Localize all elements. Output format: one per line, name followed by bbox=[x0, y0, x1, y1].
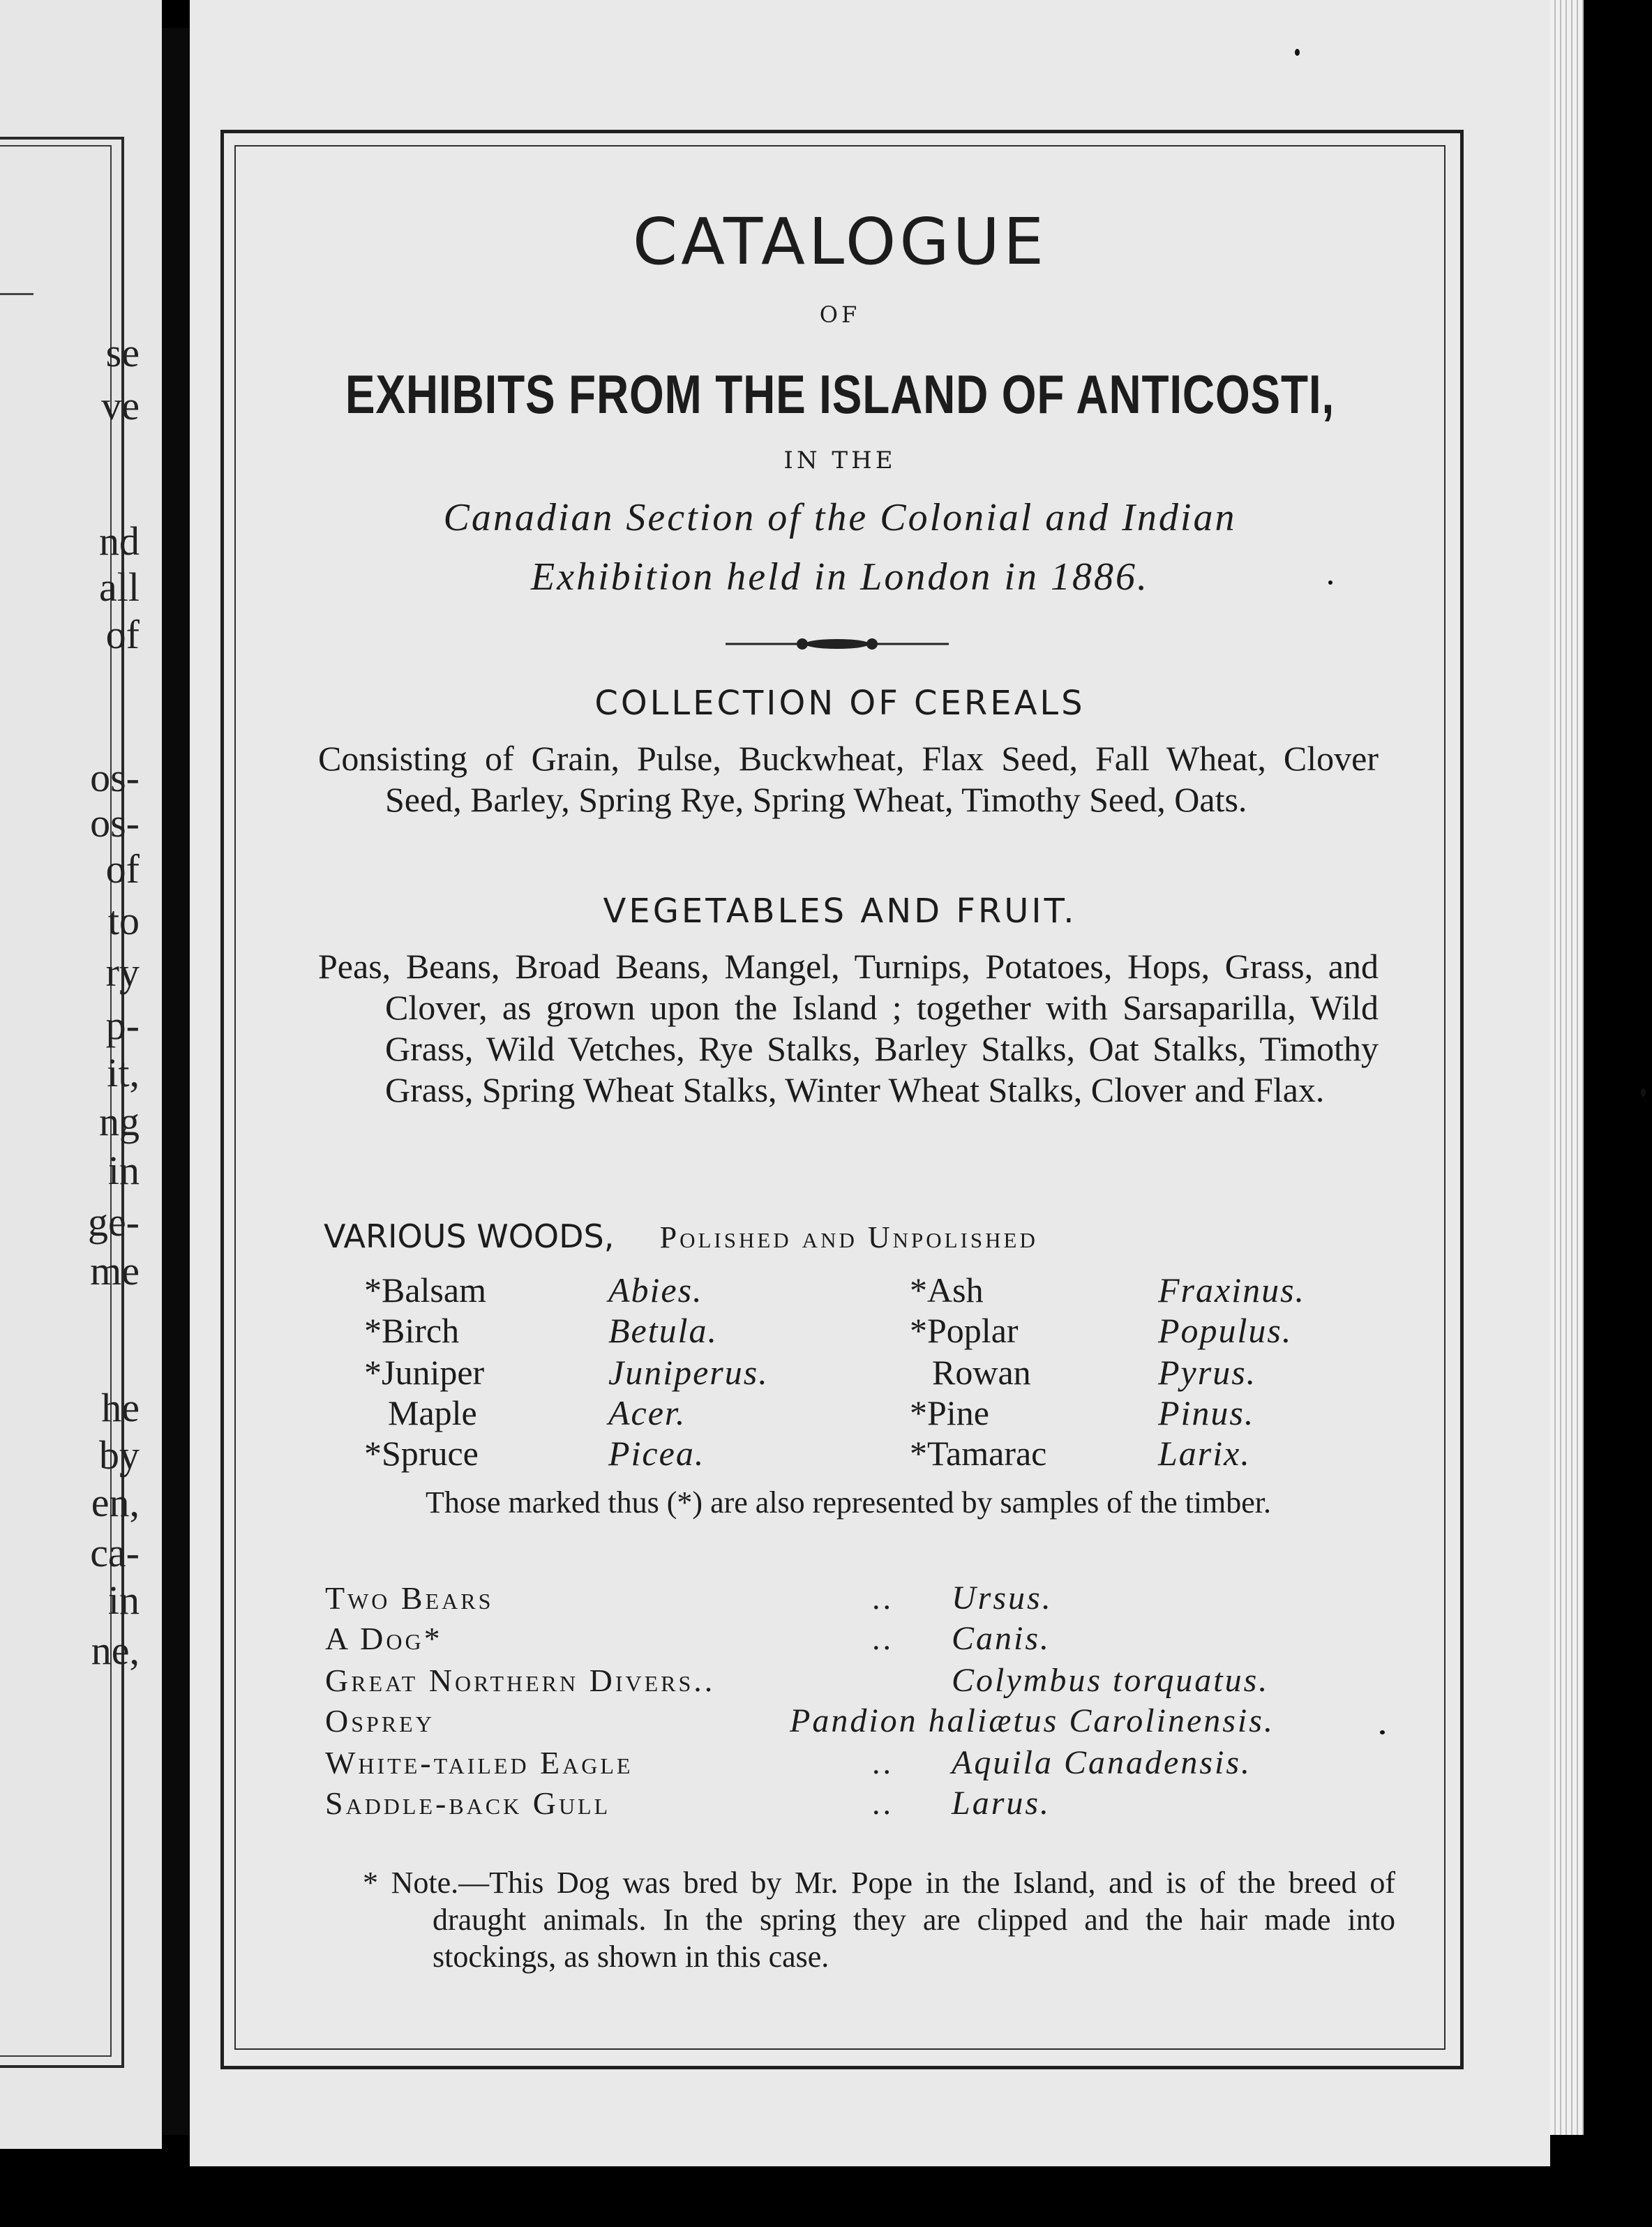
page-edges bbox=[1550, 0, 1584, 2135]
left-fragment: ve bbox=[101, 383, 140, 428]
left-fragment: of bbox=[105, 846, 140, 892]
animal-name: Two Bears bbox=[325, 1580, 494, 1616]
left-fragment: p- bbox=[105, 1003, 140, 1048]
footnote-text: * Note.—This Dog was bred by Mr. Pope in the Island, and is of the breed of draught animals. In the spring they are clipped and the hair made into stockings, as shown in this case. bbox=[363, 1866, 1395, 1974]
vegetables-text: Peas, Beans, Broad Beans, Mangel, Turnips, Potatoes, Hops, Grass, and Clover, as grown upon the Island ; together with Sarsaparilla, Wild Grass, Wild Vetches, Rye Stalks, Barley Stalks, Oat Stalks, Timothy Grass, Spring Wheat Stalks, Winter Wheat Stalks, Clover and Flax. bbox=[318, 947, 1379, 1109]
left-fragment: me bbox=[90, 1248, 140, 1294]
ornament-divider bbox=[726, 633, 949, 654]
animal-name: Saddle-back Gull bbox=[325, 1785, 611, 1821]
vegetables-paragraph bbox=[318, 946, 1379, 1111]
left-fragment: os- bbox=[90, 800, 140, 846]
left-fragment: ng bbox=[99, 1099, 140, 1144]
wood-latin: Betula. bbox=[608, 1311, 719, 1350]
wood-name: *Poplar bbox=[910, 1311, 1019, 1350]
wood-latin: Picea. bbox=[608, 1434, 705, 1473]
left-fragment: os- bbox=[90, 755, 140, 800]
wood-name: *Ash bbox=[910, 1270, 984, 1310]
cereals-text: Consisting of Grain, Pulse, Buckwheat, Flax Seed, Fall Wheat, Clover Seed, Barley, Spring Rye, Spring Wheat, Timothy Seed, Oats. bbox=[318, 739, 1379, 819]
left-fragment: by bbox=[99, 1432, 140, 1478]
animal-dots: .. bbox=[872, 1580, 894, 1616]
exhibition-line-2: Exhibition held in London in 1886. bbox=[531, 555, 1149, 599]
wood-latin: Pyrus. bbox=[1158, 1353, 1257, 1392]
woods-heading bbox=[324, 1217, 1377, 1255]
animal-latin: Pandion haliætus Carolinensis. bbox=[790, 1702, 1275, 1739]
animal-name: A Dog* bbox=[325, 1621, 443, 1656]
animal-dots: .. bbox=[872, 1621, 894, 1656]
cereals-heading: COLLECTION OF CEREALS bbox=[594, 684, 1086, 723]
woods-heading-main: VARIOUS WOODS, bbox=[324, 1217, 615, 1255]
left-fragment: of bbox=[105, 612, 140, 657]
wood-name: Rowan bbox=[932, 1353, 1031, 1392]
book-spine bbox=[162, 28, 190, 2135]
animal-latin: Colymbus torquatus. bbox=[952, 1662, 1270, 1699]
woods-heading-rest: Polished and Unpolished bbox=[659, 1220, 1038, 1254]
animal-dots: .. bbox=[872, 1785, 894, 1821]
wood-latin: Populus. bbox=[1158, 1311, 1293, 1350]
wood-latin: Abies. bbox=[608, 1270, 703, 1310]
left-fragment: ne, bbox=[91, 1628, 140, 1673]
animal-latin: Canis. bbox=[952, 1620, 1051, 1657]
wood-name: *Birch bbox=[364, 1311, 460, 1350]
wood-latin: Larix. bbox=[1158, 1434, 1251, 1473]
left-page-rule bbox=[0, 293, 33, 295]
wood-name: *Balsam bbox=[364, 1270, 486, 1310]
title-of: OF bbox=[819, 301, 861, 328]
scan-speck bbox=[1328, 580, 1332, 585]
wood-name: Maple bbox=[388, 1393, 477, 1432]
wood-latin: Fraxinus. bbox=[1158, 1270, 1306, 1310]
cereals-paragraph bbox=[318, 738, 1379, 820]
left-fragment: ry bbox=[105, 950, 140, 995]
woods-note: Those marked thus (*) are also represented by samples of the timber. bbox=[425, 1485, 1272, 1520]
animal-name: Great Northern Divers.. bbox=[325, 1663, 716, 1698]
exhibition-line-1: Canadian Section of the Colonial and Indian bbox=[443, 496, 1237, 539]
left-fragment: en, bbox=[91, 1480, 140, 1525]
left-fragment: se bbox=[105, 330, 140, 375]
wood-name: *Spruce bbox=[364, 1434, 479, 1473]
wood-latin: Acer. bbox=[608, 1393, 686, 1432]
wood-name: *Tamarac bbox=[910, 1434, 1047, 1473]
wood-name: *Pine bbox=[910, 1393, 989, 1432]
left-fragment: it, bbox=[107, 1050, 140, 1095]
catalogue-title: CATALOGUE bbox=[632, 204, 1048, 279]
catalogue-subtitle: EXHIBITS FROM THE ISLAND OF ANTICOSTI, bbox=[345, 363, 1335, 425]
animal-latin: Larus. bbox=[952, 1785, 1051, 1822]
in-the-line: IN THE bbox=[783, 447, 896, 474]
animal-latin: Ursus. bbox=[952, 1580, 1053, 1617]
left-fragment: in bbox=[107, 1148, 140, 1193]
left-fragment: ca- bbox=[90, 1530, 140, 1575]
vegetables-heading: VEGETABLES AND FRUIT. bbox=[603, 892, 1077, 931]
wood-name: *Juniper bbox=[364, 1353, 485, 1392]
animal-dots: .. bbox=[872, 1745, 894, 1780]
animal-latin: Aquila Canadensis. bbox=[952, 1744, 1252, 1781]
animal-name: White-tailed Eagle bbox=[325, 1745, 633, 1780]
wood-latin: Pinus. bbox=[1158, 1393, 1255, 1432]
scan-speck bbox=[1295, 49, 1300, 56]
left-fragment: nd bbox=[99, 518, 140, 564]
left-fragment: to bbox=[107, 898, 140, 943]
left-fragment: he bbox=[101, 1385, 140, 1430]
left-fragment: ge- bbox=[87, 1199, 140, 1245]
scan-speck bbox=[1380, 1730, 1385, 1734]
scan-speck bbox=[1641, 1088, 1646, 1097]
footnote bbox=[363, 1864, 1395, 1975]
left-fragment: in bbox=[107, 1577, 140, 1623]
wood-latin: Juniperus. bbox=[608, 1353, 769, 1392]
left-fragment: all bbox=[99, 564, 140, 610]
animal-name: Osprey bbox=[325, 1703, 435, 1739]
